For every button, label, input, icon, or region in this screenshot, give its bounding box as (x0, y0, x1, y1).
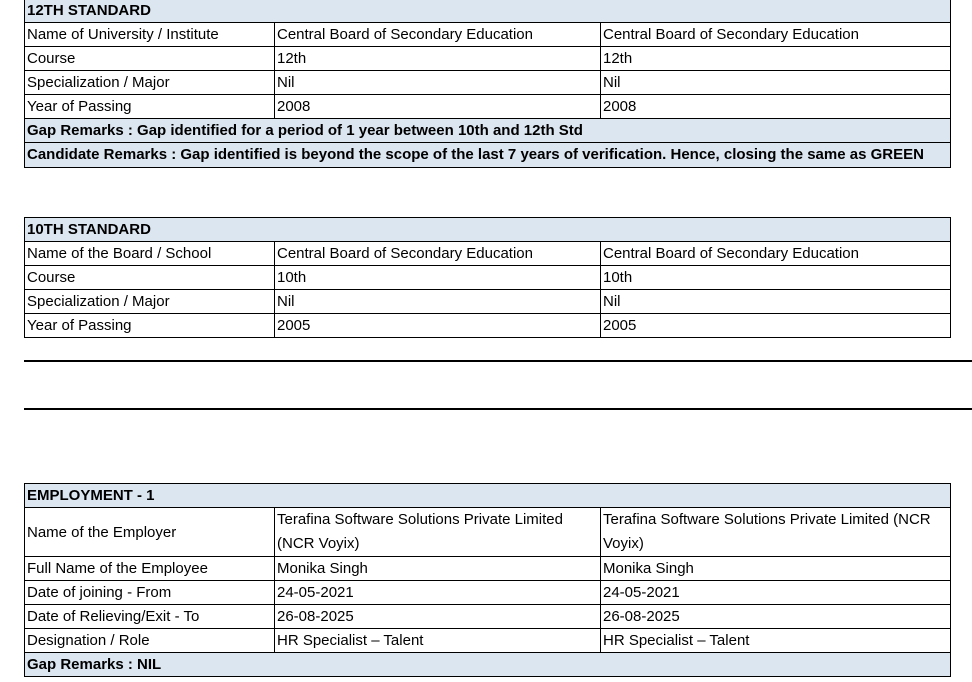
row-label: Year of Passing (25, 95, 275, 119)
verified-value: 24-05-2021 (601, 581, 951, 605)
row-label: Name of the Board / School (25, 242, 275, 266)
row-label: Date of joining - From (25, 581, 275, 605)
table-row (25, 581, 951, 605)
table-row (25, 95, 951, 119)
candidate-remarks-row (25, 143, 951, 168)
verified-value: Nil (601, 71, 951, 95)
divider-line (24, 360, 972, 362)
gap-remarks: Gap Remarks : NIL (25, 653, 951, 677)
table-row (25, 508, 951, 557)
row-label: Year of Passing (25, 314, 275, 338)
row-label: Date of Relieving/Exit - To (25, 605, 275, 629)
table-row (25, 557, 951, 581)
claimed-value: Monika Singh (275, 557, 601, 581)
section-title: EMPLOYMENT - 1 (25, 484, 951, 508)
verified-value: Terafina Software Solutions Private Limited (NCR Voyix) (601, 508, 951, 557)
verified-value: Central Board of Secondary Education (601, 242, 951, 266)
verified-value: Nil (601, 290, 951, 314)
verified-value: 10th (601, 266, 951, 290)
row-label: Course (25, 47, 275, 71)
claimed-value: 24-05-2021 (275, 581, 601, 605)
verified-value: HR Specialist – Talent (601, 629, 951, 653)
twelfth-standard-table (24, 0, 951, 168)
verified-value: 2005 (601, 314, 951, 338)
gap-remarks-row (25, 653, 951, 677)
section-title: 10TH STANDARD (25, 218, 951, 242)
divider-line (24, 408, 972, 410)
row-label: Course (25, 266, 275, 290)
row-label: Designation / Role (25, 629, 275, 653)
claimed-value: 26-08-2025 (275, 605, 601, 629)
table-row (25, 23, 951, 47)
row-label: Name of University / Institute (25, 23, 275, 47)
table-row (25, 629, 951, 653)
table-row (25, 242, 951, 266)
claimed-value: Central Board of Secondary Education (275, 23, 601, 47)
claimed-value: Central Board of Secondary Education (275, 242, 601, 266)
row-label: Name of the Employer (25, 508, 275, 557)
claimed-value: HR Specialist – Talent (275, 629, 601, 653)
table-row (25, 314, 951, 338)
table-row (25, 605, 951, 629)
claimed-value: Nil (275, 71, 601, 95)
verified-value: 26-08-2025 (601, 605, 951, 629)
claimed-value: Terafina Software Solutions Private Limited (NCR Voyix) (275, 508, 601, 557)
row-label: Specialization / Major (25, 71, 275, 95)
tenth-standard-table (24, 217, 951, 338)
table-header-row (25, 0, 951, 23)
row-label: Specialization / Major (25, 290, 275, 314)
gap-remarks: Gap Remarks : Gap identified for a period of 1 year between 10th and 12th Std (25, 119, 951, 143)
claimed-value: 10th (275, 266, 601, 290)
gap-remarks-row (25, 119, 951, 143)
candidate-remarks: Candidate Remarks : Gap identified is beyond the scope of the last 7 years of verification. Hence, closing the same as GREEN (25, 143, 951, 168)
employment-table (24, 483, 951, 677)
section-title: 12TH STANDARD (25, 0, 951, 23)
claimed-value: 2005 (275, 314, 601, 338)
verified-value: 2008 (601, 95, 951, 119)
verified-value: Central Board of Secondary Education (601, 23, 951, 47)
table-row (25, 47, 951, 71)
verified-value: 12th (601, 47, 951, 71)
table-row (25, 71, 951, 95)
table-row (25, 266, 951, 290)
table-header-row (25, 484, 951, 508)
verified-value: Monika Singh (601, 557, 951, 581)
table-header-row (25, 218, 951, 242)
claimed-value: Nil (275, 290, 601, 314)
claimed-value: 2008 (275, 95, 601, 119)
table-row (25, 290, 951, 314)
row-label: Full Name of the Employee (25, 557, 275, 581)
claimed-value: 12th (275, 47, 601, 71)
